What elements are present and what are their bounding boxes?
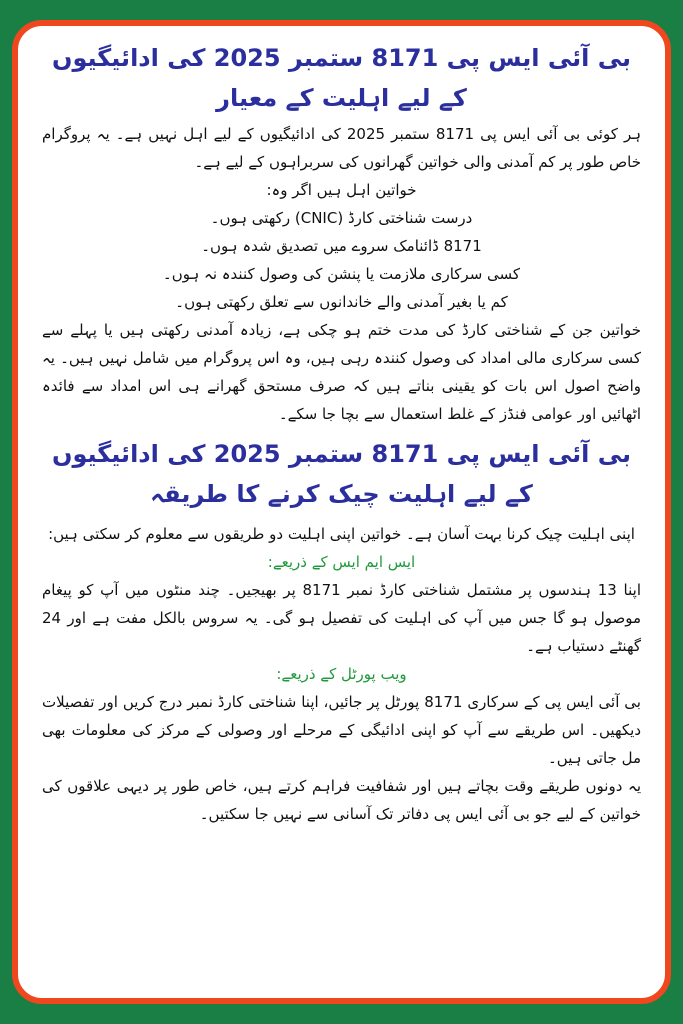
article-body bbox=[18, 26, 665, 828]
heading-check-method: بی آئی ایس پی 8171 ستمبر 2025 کی ادائیگیوں کے لیے اہلیت چیک کرنے کا طریقہ bbox=[51, 440, 632, 508]
web-method-label: ویب پورٹل کے ذریعے: bbox=[276, 665, 407, 683]
methods-intro: اپنی اہلیت چیک کرنا بہت آسان ہے۔ خواتین اپنی اہلیت دو طریقوں سے معلوم کر سکتی ہیں: bbox=[48, 525, 635, 543]
criteria-item: کسی سرکاری ملازمت یا پنشن کی وصول کنندہ نہ ہوں۔ bbox=[162, 265, 521, 283]
exclusion-paragraph: خواتین جن کے شناختی کارڈ کی مدت ختم ہو چکی ہے، زیادہ آمدنی رکھتی ہیں یا پہلے سے کسی سرکاری مالی امداد کی وصول کنندہ رہی ہیں، وہ اس پروگرام میں شامل نہیں ہیں۔ یہ واضح اصول اس بات کو یقینی بناتے ہیں کہ صرف مستحق گھرانے ہی اس امداد سے فائدہ اٹھائیں اور عوامی فنڈز کے غلط استعمال سے بچا جا سکے۔ bbox=[42, 321, 641, 423]
intro-paragraph: ہر کوئی بی آئی ایس پی 8171 ستمبر 2025 کی ادائیگیوں کے لیے اہل نہیں ہے۔ یہ پروگرام خاص طور پر کم آمدنی والی خواتین گھرانوں کی سربراہوں کے لیے ہے۔ bbox=[42, 125, 642, 171]
sms-method-label: ایس ایم ایس کے ذریعے: bbox=[267, 553, 416, 571]
criteria-item: کم یا بغیر آمدنی والے خاندانوں سے تعلق رکھتی ہوں۔ bbox=[175, 293, 508, 311]
criteria-item: درست شناختی کارڈ (CNIC) رکھتی ہوں۔ bbox=[210, 209, 473, 227]
content-card bbox=[12, 20, 671, 1004]
criteria-item: 8171 ڈائنامک سروے میں تصدیق شدہ ہوں۔ bbox=[201, 237, 482, 255]
eligible-heading: خواتین اہل ہیں اگر وہ: bbox=[266, 181, 417, 199]
closing-paragraph: یہ دونوں طریقے وقت بچاتے ہیں اور شفافیت فراہم کرتے ہیں، خاص طور پر دیہی علاقوں کی خواتین کے لیے جو بی آئی ایس پی دفاتر تک آسانی سے نہیں جا سکتیں۔ bbox=[42, 777, 641, 823]
web-method-text: بی آئی ایس پی کے سرکاری 8171 پورٹل پر جائیں، اپنا شناختی کارڈ نمبر درج کریں اور تفصیلات دیکھیں۔ اس طریقے سے آپ کو اپنی ادائیگی کے مرحلے اور وصولی کے مرکز کی معلومات بھی مل جاتی ہیں۔ bbox=[42, 693, 641, 767]
sms-method-text: اپنا 13 ہندسوں پر مشتمل شناختی کارڈ نمبر 8171 پر بھیجیں۔ چند منٹوں میں آپ کو پیغام موصول ہو گا جس میں آپ کی اہلیت کی تفصیل ہو گی۔ یہ سروس بالکل مفت ہے اور 24 گھنٹے دستیاب ہے۔ bbox=[42, 581, 641, 655]
heading-eligibility-criteria: بی آئی ایس پی 8171 ستمبر 2025 کی ادائیگیوں کے لیے اہلیت کے معیار bbox=[51, 44, 632, 112]
